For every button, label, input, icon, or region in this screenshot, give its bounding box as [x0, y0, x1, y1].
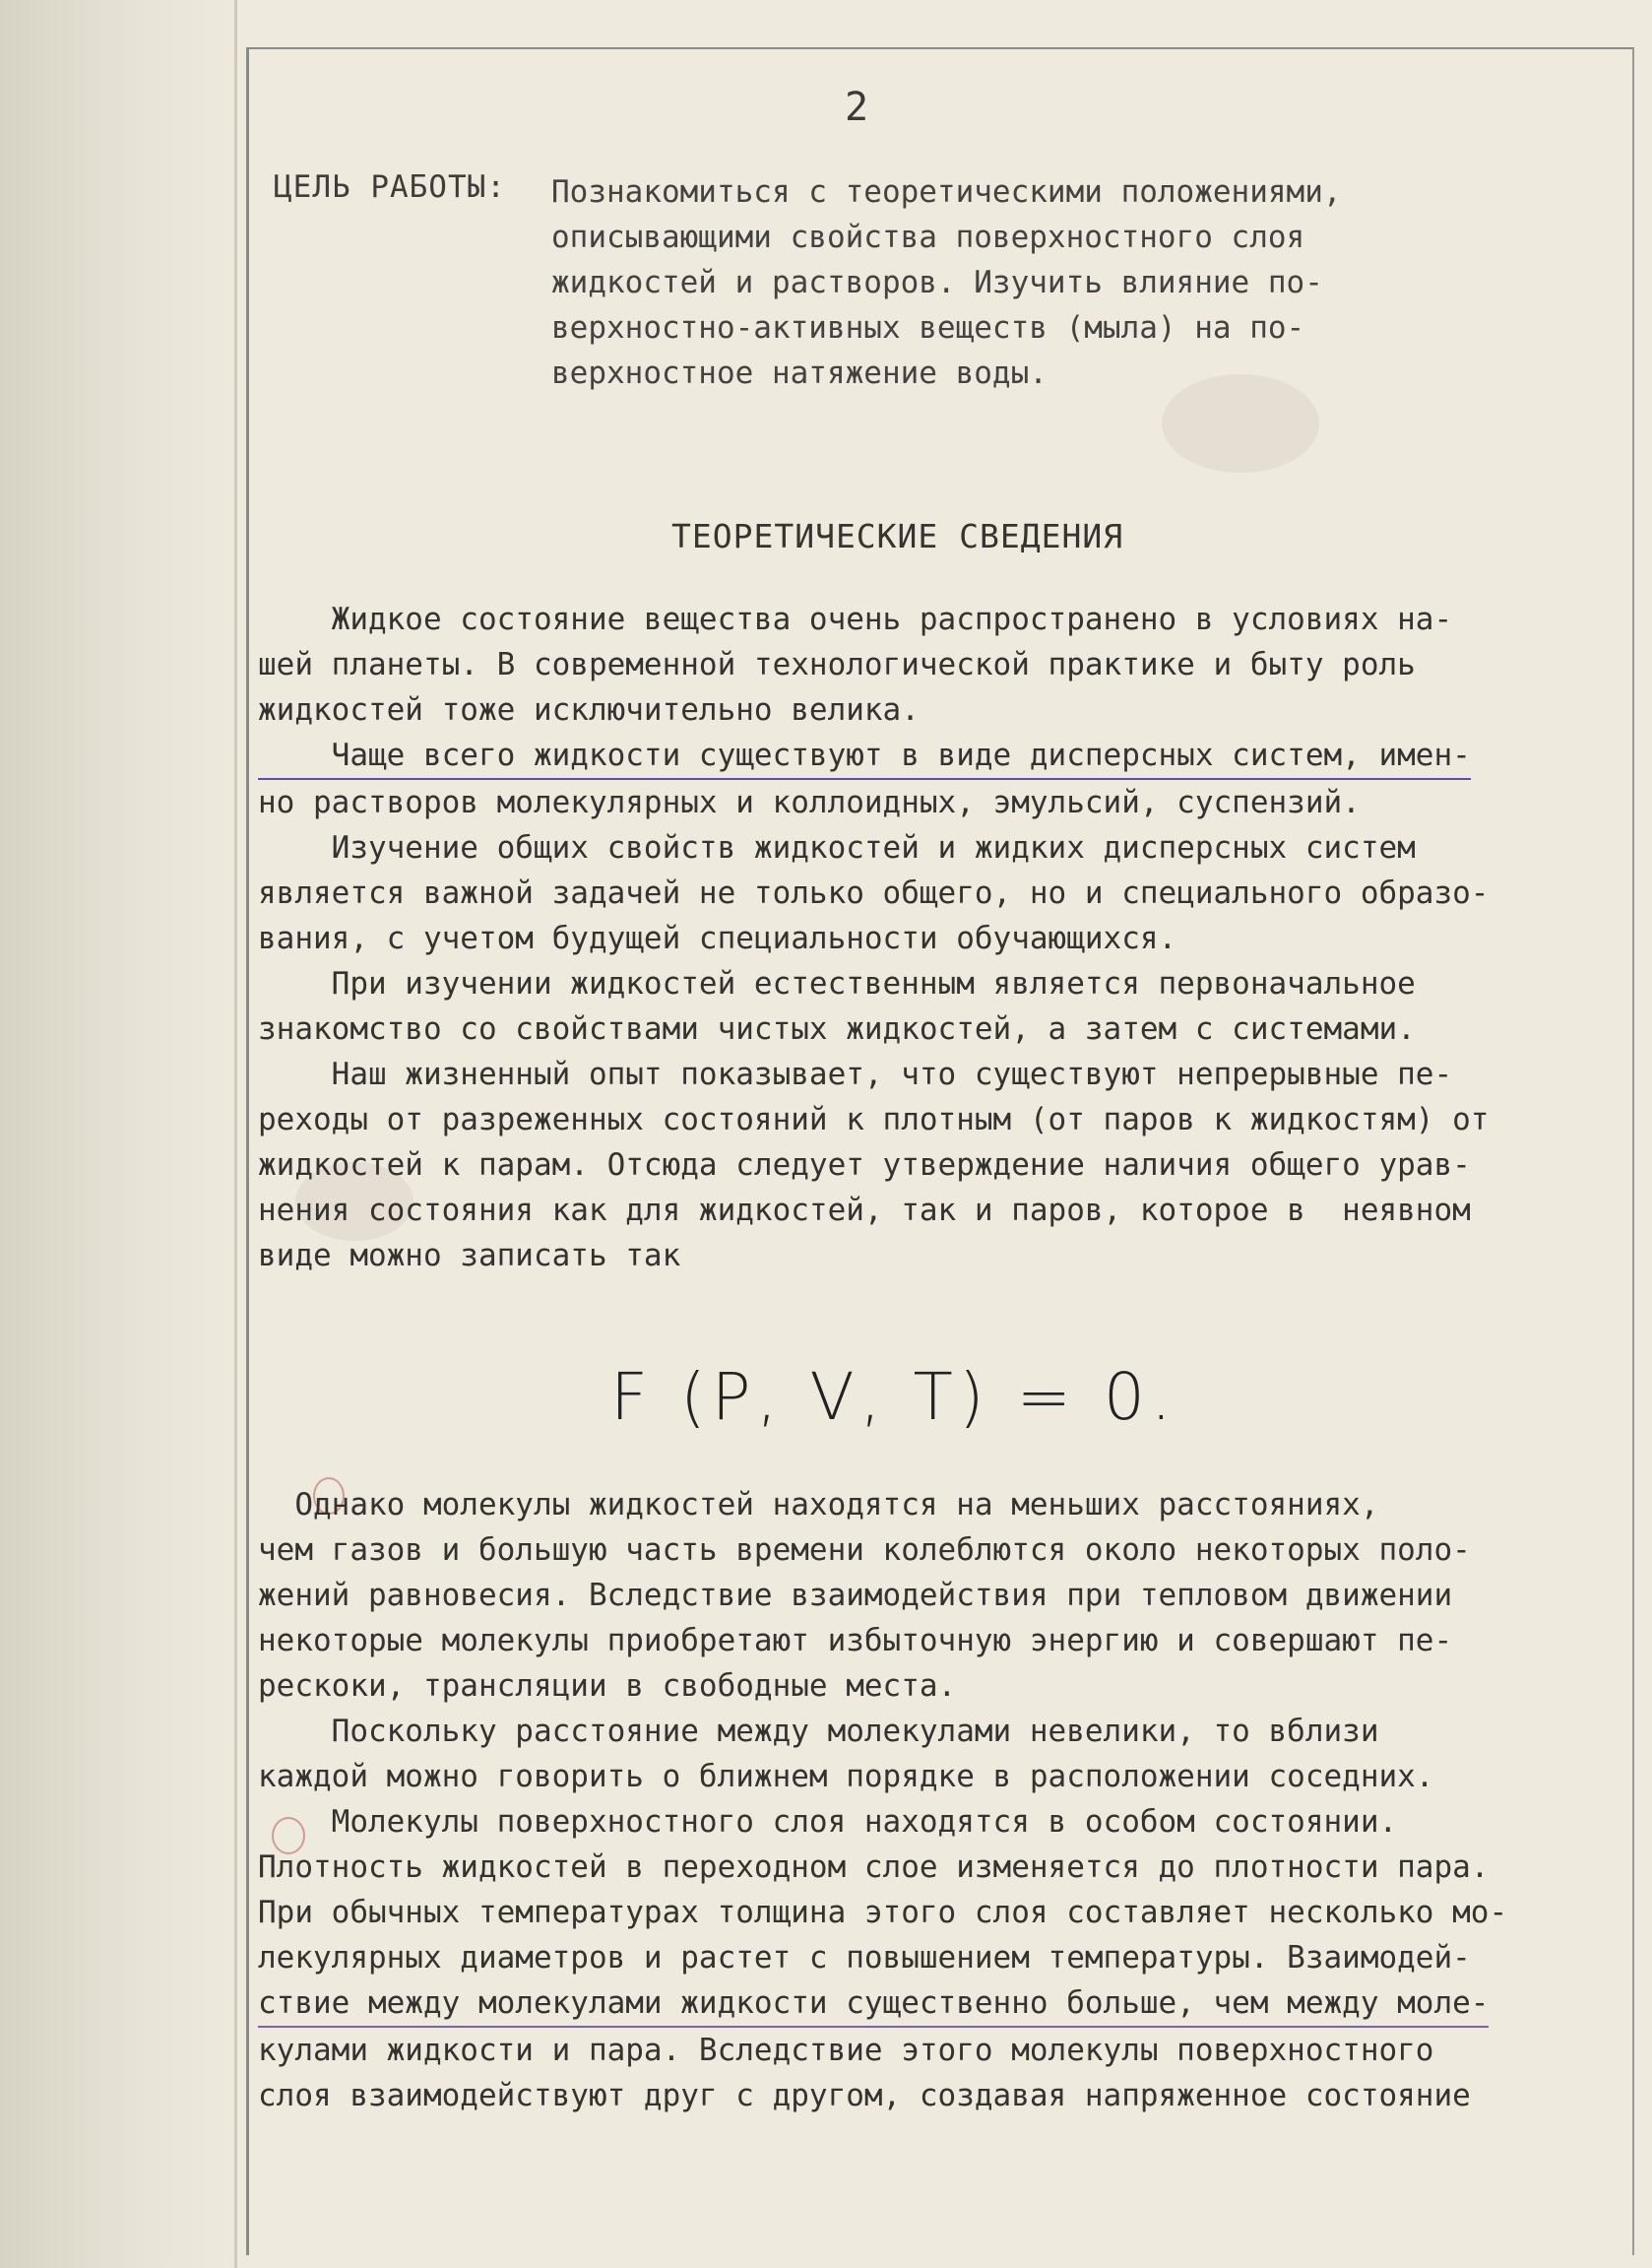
text-line: жений равновесия. Вследствие взаимодействия при тепловом движении — [258, 1578, 1453, 1613]
goal-line: жидкостей и растворов. Изучить влияние по- — [551, 265, 1323, 300]
goal-label: ЦЕЛЬ РАБОТЫ: — [274, 169, 506, 205]
goal-line: описывающими свойства поверхностного слоя — [551, 220, 1305, 255]
text-line: Жидкое состояние вещества очень распространено в условиях на- — [258, 602, 1453, 637]
text-line: является важной задачей не только общего, но и специального образо- — [258, 875, 1490, 911]
text-line: чем газов и большую часть времени колеблются около некоторых поло- — [258, 1532, 1471, 1568]
text-line: знакомство со свойствами чистых жидкостей, а затем с системами. — [258, 1011, 1416, 1047]
text-line: реходы от разреженных состояний к плотным (от паров к жидкостям) от — [258, 1102, 1490, 1137]
text-line: кулами жидкости и пара. Вследствие этого молекулы поверхностного — [258, 2033, 1434, 2068]
goal-line: верхностно-активных веществ (мыла) на по- — [551, 310, 1305, 346]
binding-shadow — [0, 0, 246, 2268]
text-line: Однако молекулы жидкостей находятся на меньших расстояниях, — [258, 1487, 1379, 1523]
text-line: лекулярных диаметров и растет с повышением температуры. Взаимодей- — [258, 1940, 1471, 1976]
body-text-part-1 — [258, 597, 1617, 1278]
text-line: Изучение общих свойств жидкостей и жидких дисперсных систем — [258, 830, 1416, 866]
goal-line: верхностное натяжение воды. — [551, 356, 1048, 391]
text-line: жидкостей тоже исключительно велика. — [258, 692, 920, 728]
text-line: шей планеты. В современной технологической практике и быту роль — [258, 647, 1416, 682]
text-line-underlined: Чаще всего жидкости существуют в виде дисперсных систем, имен- — [258, 733, 1471, 780]
text-line: слоя взаимодействуют друг с другом, создавая напряженное состояние — [258, 2078, 1471, 2113]
page-fold — [234, 0, 237, 2268]
text-line: виде можно записать так — [258, 1238, 681, 1273]
goal-text — [551, 169, 1536, 396]
text-line: Поскольку расстояние между молекулами невелики, то вблизи — [258, 1714, 1379, 1749]
text-line: рескоки, трансляции в свободные места. — [258, 1668, 957, 1704]
text-line: Молекулы поверхностного слоя находятся в особом состоянии. — [258, 1804, 1398, 1840]
text-line: Плотность жидкостей в переходном слое изменяется до плотности пара. — [258, 1849, 1490, 1885]
text-line: При изучении жидкостей естественным является первоначальное — [258, 966, 1416, 1002]
text-line: Наш жизненный опыт показывает, что существуют непрерывные пе- — [258, 1057, 1453, 1092]
goal-line: Познакомиться с теоретическими положениями, — [551, 174, 1342, 210]
text-line: каждой можно говорить о ближнем порядке в расположении соседних. — [258, 1759, 1434, 1794]
handwritten-formula: F (P, V, T) = 0. — [610, 1359, 1177, 1435]
body-text-part-2 — [258, 1482, 1617, 2118]
text-line: некоторые молекулы приобретают избыточную энергию и совершают пе- — [258, 1623, 1453, 1658]
text-line: жидкостей к парам. Отсюда следует утверждение наличия общего урав- — [258, 1147, 1471, 1183]
section-title: ТЕОРЕТИЧЕСКИЕ СВЕДЕНИЯ — [671, 517, 1124, 555]
text-line-underlined: ствие между молекулами жидкости существенно больше, чем между моле- — [258, 1980, 1489, 2028]
page-number: 2 — [845, 85, 869, 130]
text-line: вания, с учетом будущей специальности обучающихся. — [258, 921, 1177, 956]
text-line: При обычных температурах толщина этого слоя составляет несколько мо- — [258, 1895, 1508, 1930]
text-line: нения состояния как для жидкостей, так и паров, которое в неявном — [258, 1193, 1471, 1228]
text-line: но растворов молекулярных и коллоидных, эмульсий, суспензий. — [258, 785, 1361, 820]
